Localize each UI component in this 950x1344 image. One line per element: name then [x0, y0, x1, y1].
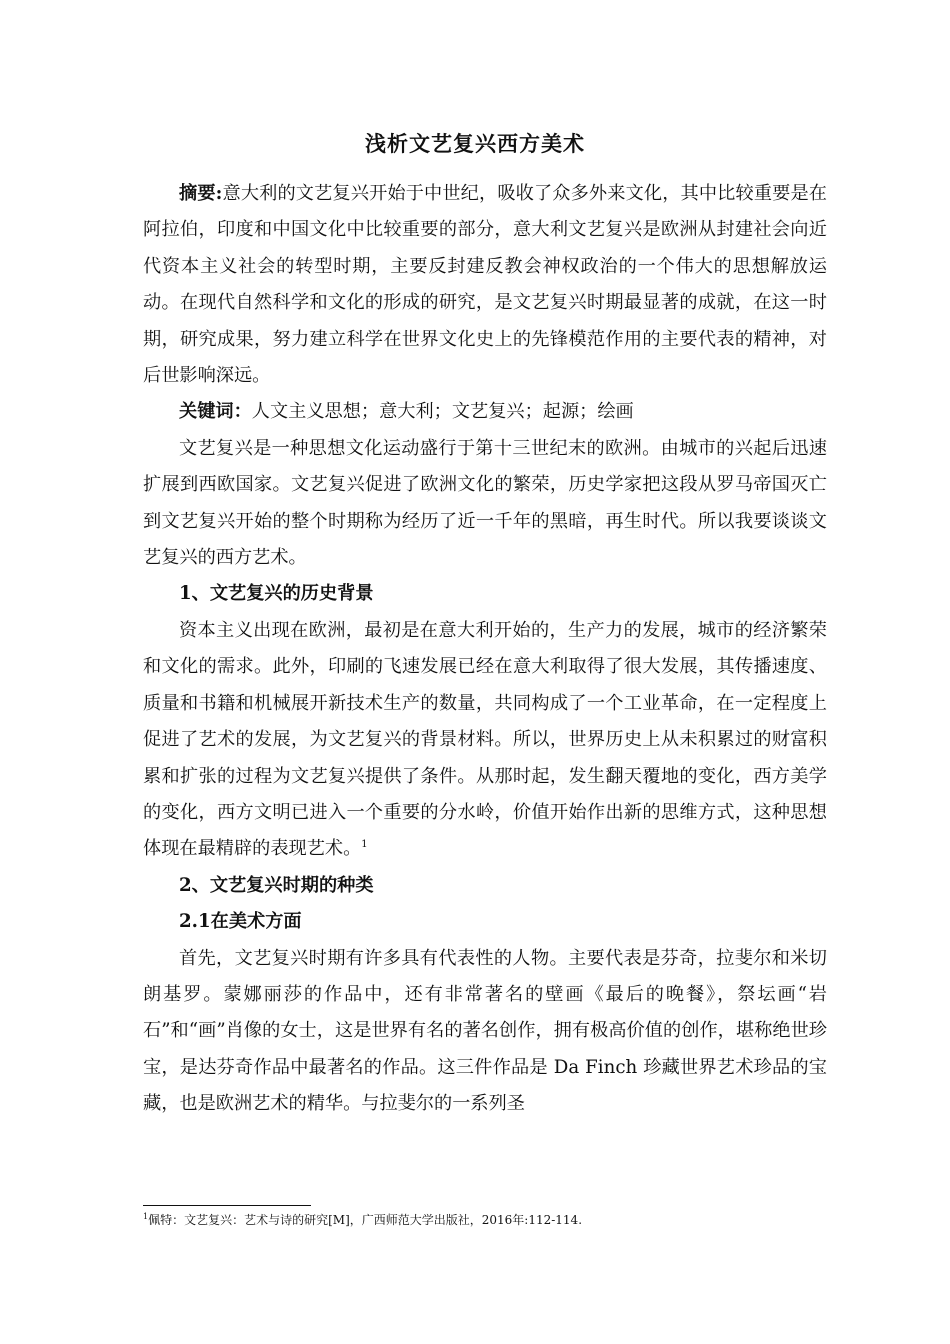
footnote [143, 1212, 843, 1228]
document-title: 浅析文艺复兴西方美术 [365, 131, 585, 156]
abstract-text: 意大利的文艺复兴开始于中世纪，吸收了众多外来文化，其中比较重要是在阿拉伯，印度和中国文化中比较重要的部分，意大利文艺复兴是欧洲从封建社会向近代资本主义社会的转型时期，主要反封建反教会神权政治的一个伟大的思想解放运动。在现代自然科学和文化的形成的研究，是文艺复兴时期最显著的成就，在这一时期，研究成果，努力建立科学在世界文化史上的先锋模范作用的主要代表的精神，对后世影响深远。 [143, 183, 827, 387]
document-body [143, 176, 827, 1123]
keywords-text: 人文主义思想；意大利；文艺复兴；起源；绘画 [251, 401, 634, 423]
footnote-text: 佩特：文艺复兴：艺术与诗的研究[M]，广西师范大学出版社，2016年:112-114. [148, 1213, 583, 1227]
footnote-mark: 1 [143, 1212, 149, 1221]
footnote-reference[interactable]: 1 [361, 839, 368, 851]
intro-paragraph: 文艺复兴是一种思想文化运动盛行于第十三世纪末的欧洲。由城市的兴起后迅速扩展到西欧国家。文艺复兴促进了欧洲文化的繁荣，历史学家把这段从罗马帝国灭亡到文艺复兴开始的整个时期称为经历了近一千年的黑暗，再生时代。所以我要谈谈文艺复兴的西方艺术。 [143, 437, 827, 569]
section1-paragraph [143, 613, 827, 868]
keywords-label: 关键词： [179, 401, 252, 423]
section2-1-heading: 2.1在美术方面 [179, 911, 302, 933]
abstract-label: 摘要: [179, 183, 223, 204]
section1-heading: 1、文艺复兴的历史背景 [179, 583, 374, 605]
abstract-paragraph [143, 176, 827, 394]
section2-1-paragraph: 首先，文艺复兴时期有许多具有代表性的人物。主要代表是芬奇，拉斐尔和米切朗基罗。蒙娜丽莎的作品中，还有非常著名的壁画《最后的晚餐》，祭坛画“岩石”和“画”肖像的女士，这是世界有名的著名创作，拥有极高价值的创作，堪称绝世珍宝，是达芬奇作品中最著名的作品。这三件作品是 Da Finch 珍藏世界艺术珍品的宝藏，也是欧洲艺术的精华。与拉斐尔的一系列圣 [143, 947, 827, 1115]
keywords-paragraph [143, 394, 827, 430]
section1-text: 资本主义出现在欧洲，最初是在意大利开始的，生产力的发展，城市的经济繁荣和文化的需求。此外，印刷的飞速发展已经在意大利取得了很大发展，其传播速度、质量和书籍和机械展开新技术生产的数量，共同构成了一个工业革命，在一定程度上促进了艺术的发展，为文艺复兴的背景材料。所以，世界历史上从未积累过的财富积累和扩张的过程为文艺复兴提供了条件。从那时起，发生翻天覆地的变化，西方美学的变化，西方文明已进入一个重要的分水岭，价值开始作出新的思维方式，这种思想体现在最精辟的表现艺术。 [143, 619, 827, 860]
section2-heading: 2、文艺复兴时期的种类 [179, 874, 374, 896]
footnote-separator [143, 1205, 311, 1206]
